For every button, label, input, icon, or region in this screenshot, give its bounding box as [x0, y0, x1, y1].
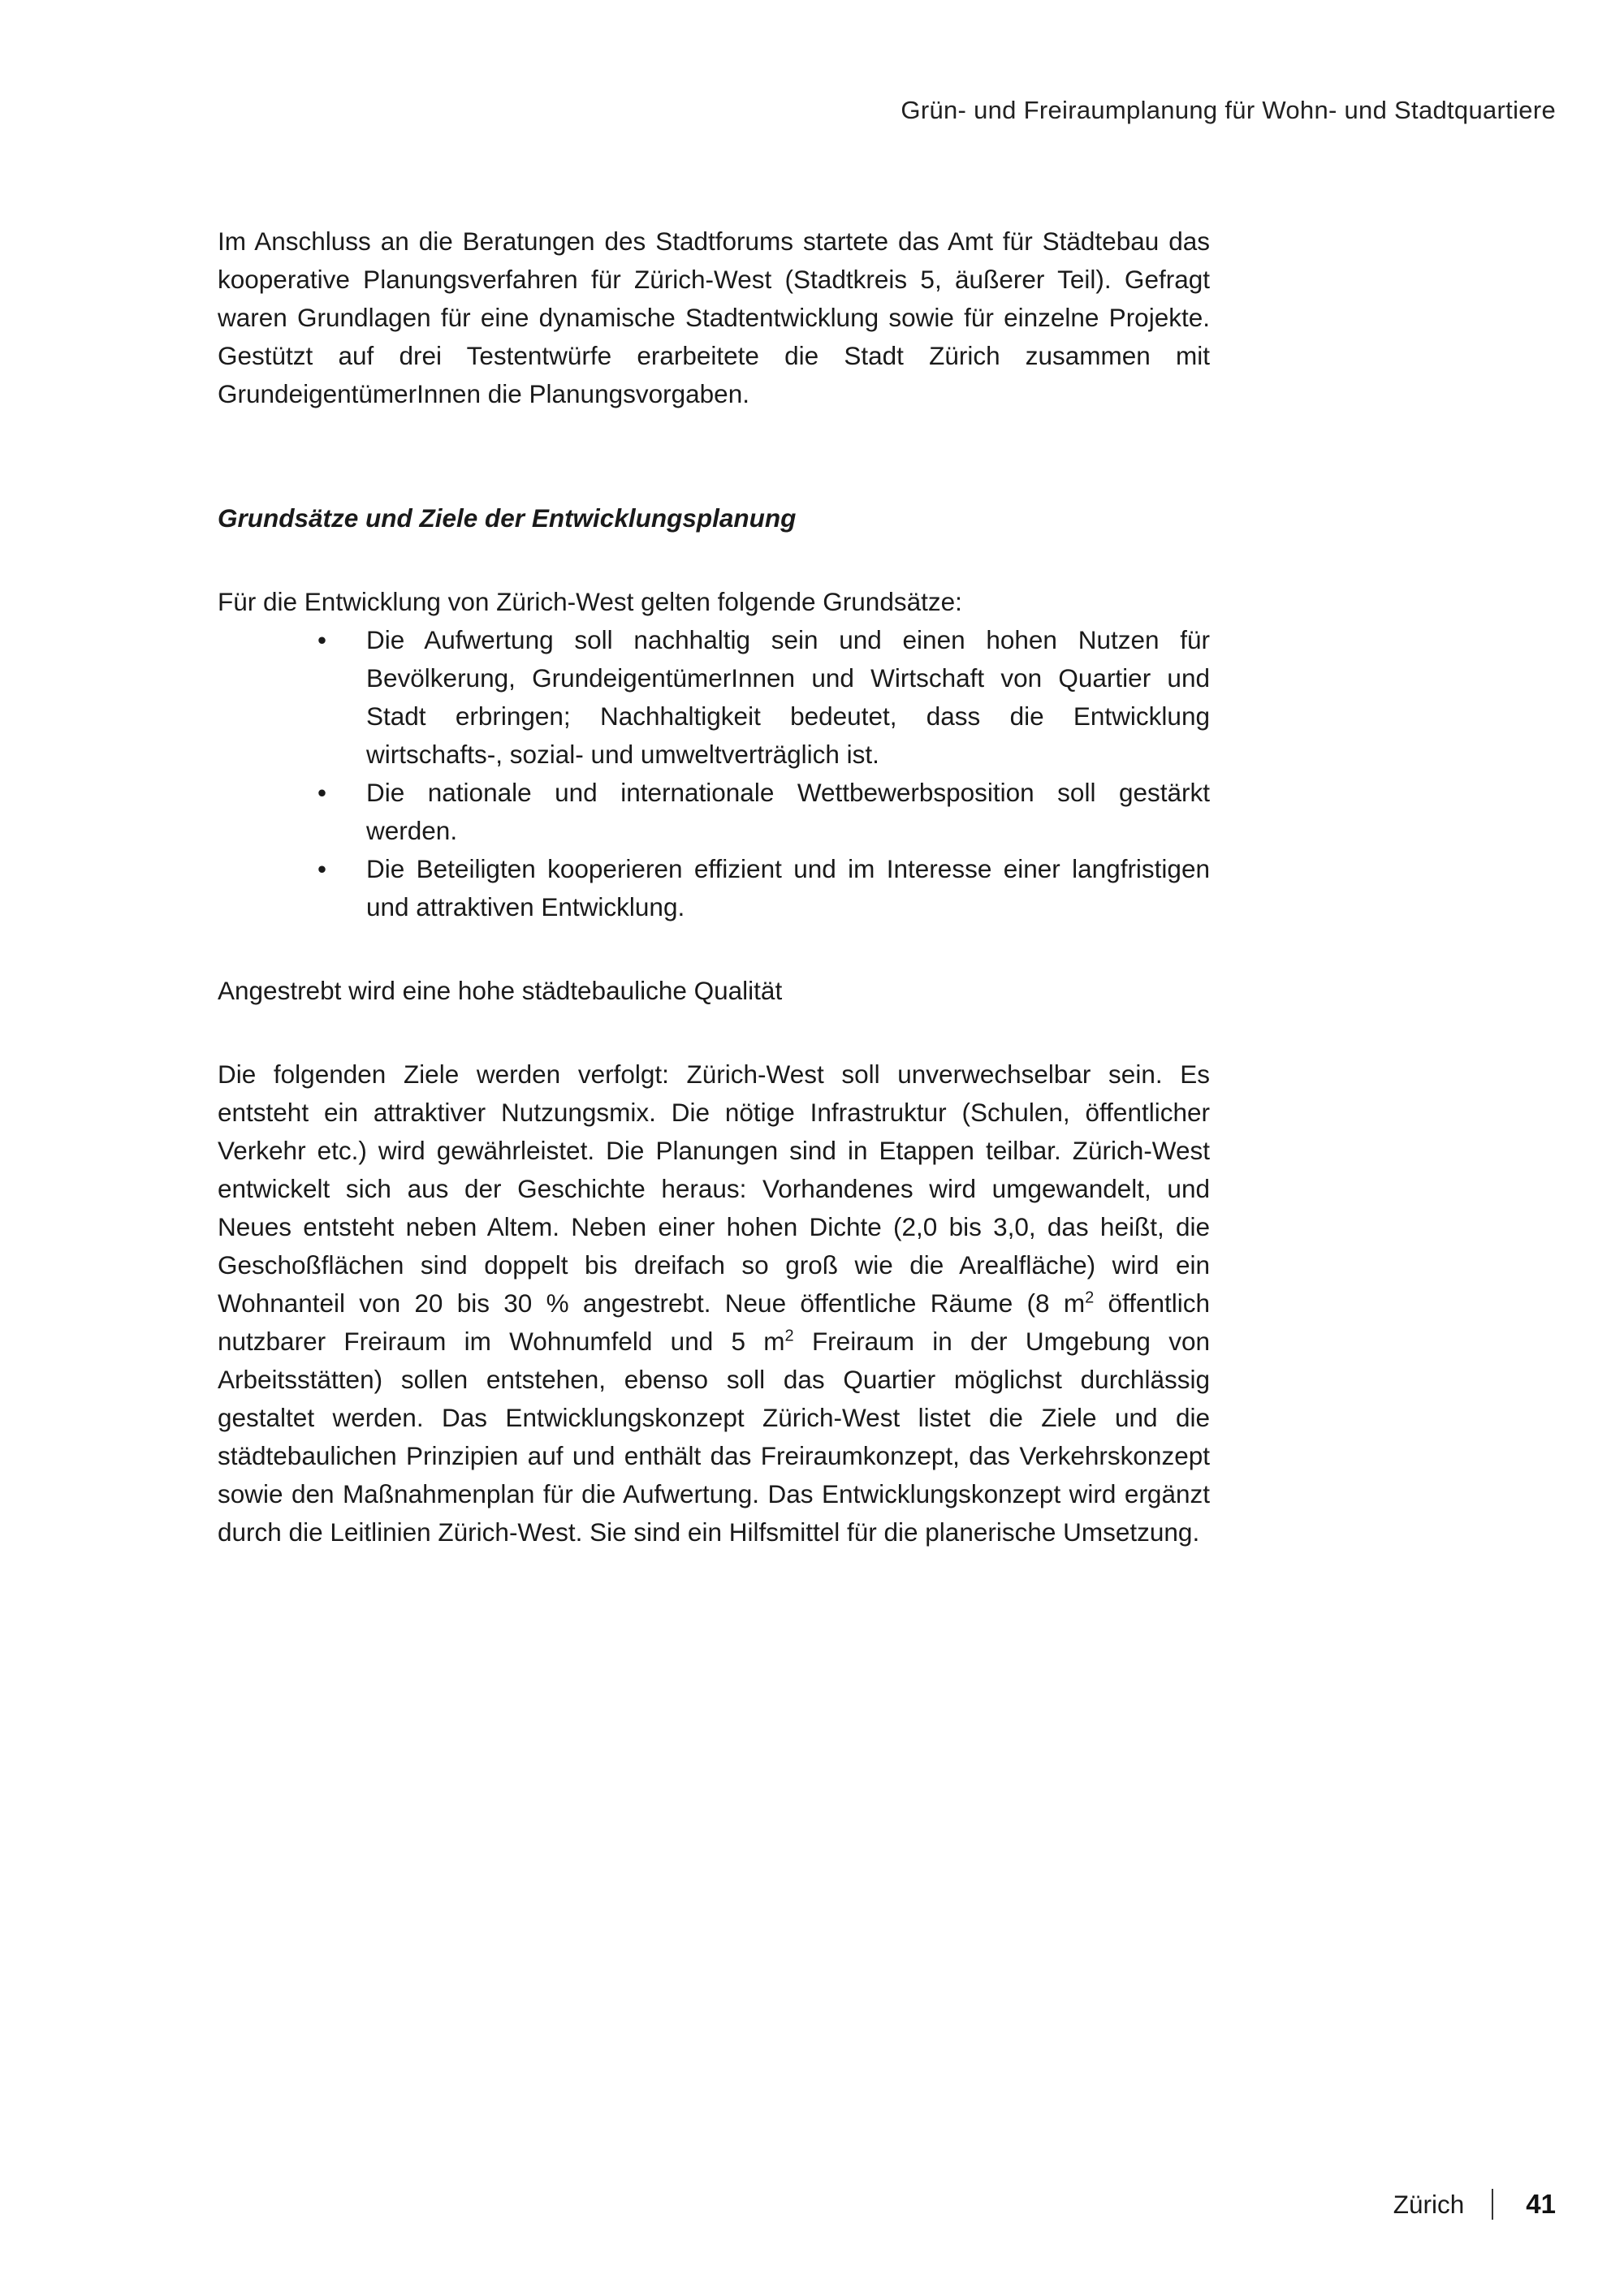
- list-item: [317, 850, 1210, 926]
- list-item: [317, 774, 1210, 850]
- page-footer: [1393, 2184, 1556, 2225]
- bullet-icon: •: [317, 854, 327, 883]
- principles-lead: Für die Entwicklung von Zürich-West gelten folgende Grundsätze:: [218, 587, 962, 616]
- list-item: [317, 621, 1210, 774]
- page-number: 41: [1526, 2189, 1556, 2219]
- goals-text-part-1: Die folgenden Ziele werden verfolgt: Zürich-West soll unverwechselbar sein. Es entsteht ein attraktiver Nutzungsmix. Die nötige Infrastruktur (Schulen, öffentlicher Verkehr etc.) wird gewährleistet. Die Planungen sind in Etappen teilbar. Zürich-West entwickelt sich aus der Geschichte heraus: Vorhandenes wird umgewandelt, und Neues entsteht neben Altem. Neben einer hohen Dichte (2,0 bis 3,0, das heißt, die Geschoßflächen sind doppelt bis dreifach so groß wie die Arealfläche) wird ein Wohnanteil von 20 bis 30 % angestrebt. Neue öffentliche Räume (8 m: [218, 1060, 1210, 1318]
- footer-divider: [1492, 2189, 1493, 2220]
- goals-text-part-3: Freiraum in der Umgebung von Arbeitsstätten) sollen entstehen, ebenso soll das Quartier möglichst durchlässig gestaltet werden. Das Entwicklungskonzept Zürich-West listet die Ziele und die städtebaulichen Prinzipien auf und enthält das Freiraumkonzept, das Verkehrskonzept sowie den Maßnahmenplan für die Aufwertung. Das Entwicklungskonzept wird ergänzt durch die Leitlinien Zürich-West. Sie sind ein Hilfsmittel für die planerische Umsetzung.: [218, 1327, 1210, 1547]
- intro-paragraph: Im Anschluss an die Beratungen des Stadtforums startete das Amt für Städtebau das kooperative Planungsverfahren für Zürich-West (Stadtkreis 5, äußerer Teil). Gefragt waren Grundlagen für eine dynamische Stadtentwicklung sowie für einzelne Projekte. Gestützt auf drei Testentwürfe erarbeitete die Stadt Zürich zusammen mit GrundeigentümerInnen die Planungsvorgaben.: [218, 227, 1210, 408]
- quality-statement: Angestrebt wird eine hohe städtebauliche Qualität: [218, 976, 783, 1005]
- goals-paragraph: [218, 1055, 1210, 1552]
- section-heading: Grundsätze und Ziele der Entwicklungsplanung: [218, 503, 797, 533]
- list-item-text: Die nationale und internationale Wettbewerbsposition soll gestärkt werden.: [366, 778, 1210, 845]
- goals-text-part-2: öffentlich nutzbarer Freiraum im Wohnumfeld und 5 m: [218, 1288, 1210, 1356]
- bullet-icon: •: [317, 778, 327, 807]
- list-item-text: Die Beteiligten kooperieren effizient und im Interesse einer langfristigen und attraktiven Entwicklung.: [366, 854, 1210, 921]
- superscript-squared: 2: [784, 1327, 794, 1345]
- superscript-squared: 2: [1085, 1288, 1095, 1307]
- bullet-icon: •: [317, 625, 327, 654]
- footer-chapter: Zürich: [1393, 2189, 1465, 2219]
- list-item-text: Die Aufwertung soll nachhaltig sein und einen hohen Nutzen für Bevölkerung, GrundeigentümerInnen und Wirtschaft von Quartier und Stadt erbringen; Nachhaltigkeit bedeutet, dass die Entwicklung wirtschafts-, sozial- und umweltverträglich ist.: [366, 625, 1210, 769]
- page-body: [218, 222, 1210, 1552]
- running-header: Grün- und Freiraumplanung für Wohn- und Stadtquartiere: [901, 96, 1556, 124]
- principles-list: [218, 621, 1210, 926]
